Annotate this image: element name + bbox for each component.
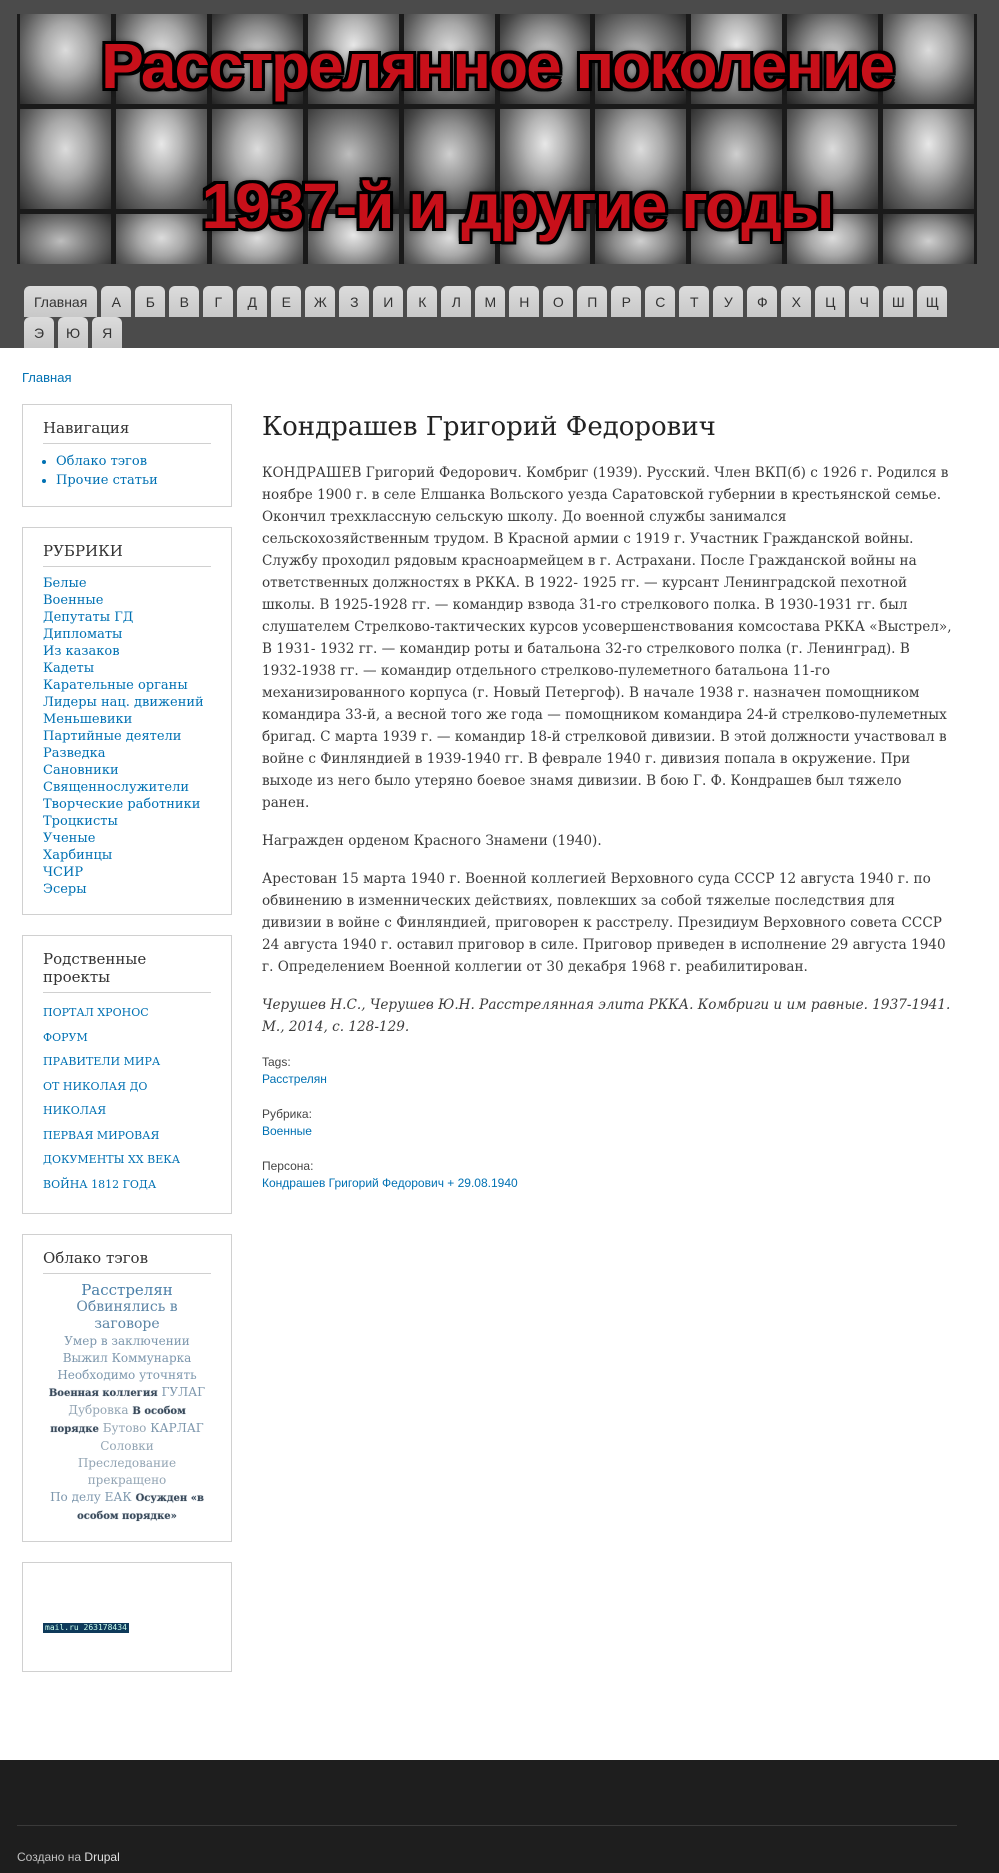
banner-title-line1: Расстрелянное поколение (101, 30, 893, 102)
rubric-link[interactable]: ЧСИР (43, 865, 84, 880)
nav-link-other-articles[interactable]: Прочие статьи (56, 473, 158, 488)
field-tags-label: Tags: (262, 1055, 291, 1069)
menu-tab-letter[interactable]: Н (509, 286, 539, 317)
tag-link[interactable]: Бутово (102, 1421, 147, 1435)
navigation-block-title: Навигация (43, 419, 211, 444)
menu-tab-letter[interactable]: Ф (747, 286, 777, 317)
tag-link[interactable]: Выжил (62, 1351, 108, 1365)
related-projects-title: Родственные проекты (43, 950, 211, 993)
menu-tab-letter[interactable]: Ц (815, 286, 845, 317)
field-tags (262, 1054, 952, 1088)
menu-tab-letter[interactable]: Р (611, 286, 641, 317)
menu-tab-letter[interactable]: Х (781, 286, 811, 317)
menu-tab-letter[interactable]: И (373, 286, 403, 317)
nav-link-tagcloud[interactable]: Облако тэгов (56, 454, 148, 469)
field-rubric-link[interactable]: Военные (262, 1124, 312, 1138)
rubric-link[interactable]: Из казаков (43, 644, 120, 659)
rubric-link[interactable]: Лидеры нац. движений (43, 695, 204, 710)
breadcrumb-home-link[interactable]: Главная (22, 370, 72, 385)
menu-tab-letter[interactable]: Т (679, 286, 709, 317)
rubric-link[interactable]: Харбинцы (43, 848, 113, 863)
rubric-link[interactable]: Троцкисты (43, 814, 118, 829)
rubric-link[interactable]: Сановники (43, 763, 119, 778)
tag-link[interactable]: ГУЛАГ (161, 1385, 206, 1399)
rubric-link[interactable]: Белые (43, 576, 87, 591)
menu-tab-letter[interactable]: Ш (883, 286, 913, 317)
article-paragraph: КОНДРАШЕВ Григорий Федорович. Комбриг (1939). Русский. Член ВКП(б) с 1926 г. Родился в ноябре 1900 г. в селе Елшанка Вольского уезда Саратовской губернии в крестьянской семье. Окончил трехклассную сельскую школу. До военной службы занимался сельскохозяйственным трудом. В Красной армии с 1919 г. Участник Гражданской войны. Службу проходил рядовым красноармейцем в г. Астрахани. После Гражданской войны на ответственных должностях в РККА. В 1922- 1925 гг. — курсант Ленинградской пехотной школы. В 1925-1928 гг. — командир взвода 31-го стрелкового полка. В 1930-1931 гг. был слушателем Стрелково-тактических курсов усовершенствования комсостава РККА «Выстрел», В 1931- 1932 гг. — командир роты и батальона 32-го стрелкового полка (г. Ленинград). В 1932-1938 гг. — командир отдельного стрелково-пулеметного батальона 11-го механизированного корпуса (г. Новый Петергоф). В начале 1938 г. назначен помощником командира 33-й, а весной того же года — помощником командира 24-й стрелково-пулеметных бригад. С марта 1939 г. — командир 18-й стрелковой дивизии. В этой должности участвовал в войне с Финляндией в 1939-1940 гг. В феврале 1940 г. дивизия попала в окружение. При выходе из него было утеряно боевое знамя дивизии. В бою Г. Ф. Кондрашев был тяжело ранен. (262, 465, 952, 811)
menu-tab-letter[interactable]: Ю (58, 317, 88, 348)
rubric-link[interactable]: Депутаты ГД (43, 610, 134, 625)
menu-tab-home[interactable]: Главная (24, 286, 97, 317)
menu-tab-letter[interactable]: З (339, 286, 369, 317)
rubric-link[interactable]: Партийные деятели (43, 729, 182, 744)
field-person (262, 1158, 952, 1192)
tag-link[interactable]: В особом порядке (50, 1406, 186, 1435)
menu-tab-letter[interactable]: Ж (305, 286, 335, 317)
menu-tab-letter[interactable]: А (101, 286, 131, 317)
footer-credit-prefix: Создано на (17, 1850, 82, 1864)
site-footer (0, 1760, 999, 1873)
tag-link[interactable]: Военная коллегия (48, 1388, 158, 1399)
menu-tab-letter[interactable]: С (645, 286, 675, 317)
field-person-label: Персона: (262, 1159, 314, 1173)
menu-tab-letter[interactable]: Г (203, 286, 233, 317)
field-rubric-label: Рубрика: (262, 1107, 312, 1121)
tagcloud (43, 1282, 211, 1525)
rubric-link[interactable]: Творческие работники (43, 797, 201, 812)
project-link[interactable]: ОТ НИКОЛАЯ ДО НИКОЛАЯ (43, 1079, 148, 1117)
project-link[interactable]: ВОЙНА 1812 ГОДА (43, 1177, 157, 1191)
menu-tab-letter[interactable]: К (407, 286, 437, 317)
menu-tab-letter[interactable]: О (543, 286, 573, 317)
rubric-link[interactable]: Военные (43, 593, 104, 608)
tag-link[interactable]: Дубровка (68, 1403, 129, 1417)
sidebar (22, 404, 232, 1692)
tag-link[interactable]: По делу ЕАК (50, 1490, 132, 1504)
tagcloud-title: Облако тэгов (43, 1249, 211, 1274)
rubric-link[interactable]: Ученые (43, 831, 96, 846)
alphabet-menu (24, 286, 974, 348)
tag-link[interactable]: Преследование прекращено (77, 1456, 177, 1487)
menu-tab-letter[interactable]: Э (24, 317, 54, 348)
tag-link[interactable]: Необходимо уточнять (57, 1368, 197, 1382)
rubrics-block-title: РУБРИКИ (43, 542, 211, 567)
rubric-link[interactable]: Карательные органы (43, 678, 188, 693)
navigation-block (22, 404, 232, 507)
field-person-link[interactable]: Кондрашев Григорий Федорович + 29.08.1940 (262, 1176, 518, 1190)
project-link[interactable]: ПРАВИТЕЛИ МИРА (43, 1055, 161, 1068)
menu-tab-letter[interactable]: Е (271, 286, 301, 317)
mailru-counter-badge[interactable]: mail.ru 263178434 (45, 1623, 127, 1632)
rubric-link[interactable]: Дипломаты (43, 627, 123, 642)
menu-tab-letter[interactable]: Л (441, 286, 471, 317)
menu-tab-letter[interactable]: Ч (849, 286, 879, 317)
tagcloud-block (22, 1234, 232, 1542)
tag-link[interactable]: Обвинялись в заговоре (76, 1299, 178, 1332)
tag-link[interactable]: Коммунарка (111, 1351, 192, 1365)
rubric-link[interactable]: Меньшевики (43, 712, 133, 727)
menu-tab-letter[interactable]: У (713, 286, 743, 317)
footer-divider (17, 1825, 957, 1826)
rubric-link[interactable]: Кадеты (43, 661, 95, 676)
menu-tab-letter[interactable]: П (577, 286, 607, 317)
counter-block (22, 1562, 232, 1672)
tag-link[interactable]: Расстрелян (81, 1281, 173, 1299)
rubric-link[interactable]: Священнослужители (43, 780, 190, 795)
rubric-link[interactable]: Эсеры (43, 882, 87, 897)
field-rubric (262, 1106, 952, 1140)
main-content (262, 412, 952, 1210)
menu-tab-letter[interactable]: Щ (917, 286, 947, 317)
article-paragraph: Арестован 15 марта 1940 г. Военной коллегией Верховного суда СССР 12 августа 1940 г. по обвинению в изменнических действиях, повлекших за собой тяжелые последствия для дивизии в войне с Финляндией, приговорен к расстрелу. Президиум Верховного совета СССР 24 августа 1940 г. оставил приговор в силе. Приговор приведен в исполнение 29 августа 1940 г. Определением Военной коллегии от 30 декабря 1968 г. реабилитирован. (262, 871, 946, 975)
related-projects-block (22, 935, 232, 1214)
banner-title-line2: 1937-й и другие годы (201, 170, 833, 242)
menu-tab-letter[interactable]: Я (92, 317, 122, 348)
menu-tab-letter[interactable]: Б (135, 286, 165, 317)
site-header (0, 0, 999, 348)
footer-credit (17, 1850, 120, 1864)
tag-link[interactable]: Осужден «в особом порядке» (77, 1493, 204, 1522)
page-title: Кондрашев Григорий Федорович (262, 412, 716, 442)
menu-tab-letter[interactable]: Д (237, 286, 267, 317)
rubrics-block (22, 527, 232, 915)
rubric-link[interactable]: Разведка (43, 746, 106, 761)
article-paragraph: Награжден орденом Красного Знамени (1940). (262, 833, 602, 849)
field-tags-link[interactable]: Расстрелян (262, 1072, 327, 1086)
article-source: Черушев Н.С., Черушев Ю.Н. Расстрелянная элита РККА. Комбриги и им равные. 1937-1941. М., 2014, с. 128-129. (262, 997, 951, 1035)
menu-tab-letter[interactable]: М (475, 286, 505, 317)
project-link[interactable]: ДОКУМЕНТЫ XX ВЕКА (43, 1153, 181, 1166)
project-link[interactable]: ПЕРВАЯ МИРОВАЯ (43, 1128, 160, 1142)
footer-drupal-link[interactable]: Drupal (84, 1850, 120, 1864)
project-link[interactable]: ФОРУМ (43, 1030, 88, 1044)
menu-tab-letter[interactable]: В (169, 286, 199, 317)
project-link[interactable]: ПОРТАЛ ХРОНОС (43, 1006, 149, 1019)
tag-link[interactable]: КАРЛАГ (150, 1421, 204, 1435)
site-banner[interactable] (17, 14, 977, 264)
tag-link[interactable]: Умер в заключении (64, 1334, 190, 1348)
tag-link[interactable]: Соловки (100, 1439, 154, 1453)
